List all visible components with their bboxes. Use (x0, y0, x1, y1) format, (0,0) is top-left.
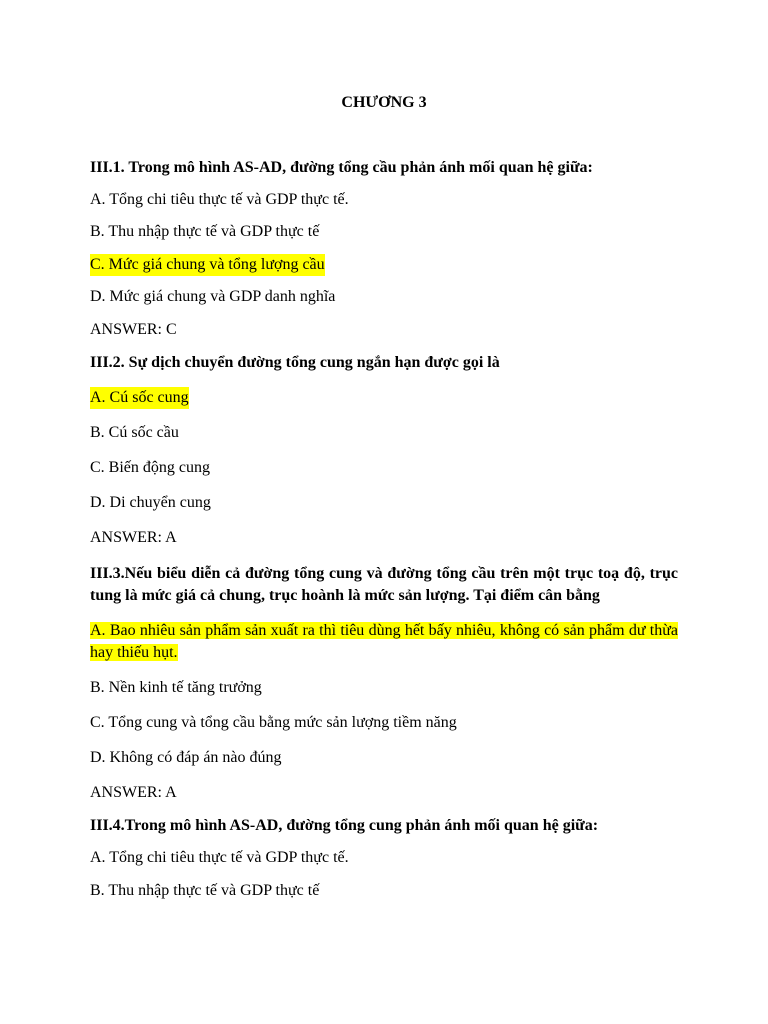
q1-option-c-highlighted: C. Mức giá chung và tổng lượng cầu (90, 254, 325, 276)
q1-option-b: B. Thu nhập thực tế và GDP thực tế (90, 223, 320, 240)
q3-option-a-highlighted (90, 620, 678, 664)
q3-option-c: C. Tổng cung và tổng cầu bằng mức sản lượng tiềm năng (90, 714, 457, 731)
q2-option-c: C. Biến động cung (90, 459, 210, 476)
question-3: III.3.Nếu biểu diễn cả đường tổng cung và đường tổng cầu trên một trục toạ độ, trục tung là mức giá cả chung, trục hoành là mức sản lượng. Tại điểm cân bằng (90, 565, 678, 604)
q1-option-d: D. Mức giá chung và GDP danh nghĩa (90, 288, 336, 305)
q3-option-b: B. Nền kinh tế tăng trưởng (90, 679, 262, 696)
question-2: III.2. Sự dịch chuyển đường tổng cung ngắn hạn được gọi là (90, 354, 500, 371)
q2-answer: ANSWER: A (90, 529, 177, 546)
q3-option-d: D. Không có đáp án nào đúng (90, 749, 282, 766)
q3-option-a-text: A. Bao nhiêu sản phẩm sản xuất ra thì tiêu dùng hết bấy nhiêu, không có sản phẩm dư thừa hay thiếu hụt. (90, 622, 678, 661)
q4-option-b: B. Thu nhập thực tế và GDP thực tế (90, 882, 320, 899)
question-1: III.1. Trong mô hình AS-AD, đường tổng cầu phản ánh mối quan hệ giữa: (90, 159, 593, 176)
question-4: III.4.Trong mô hình AS-AD, đường tổng cung phản ánh mối quan hệ giữa: (90, 817, 599, 834)
q2-option-a-highlighted: A. Cú sốc cung (90, 387, 189, 409)
q2-option-d: D. Di chuyển cung (90, 494, 211, 511)
q4-option-a: A. Tổng chi tiêu thực tế và GDP thực tế. (90, 849, 349, 866)
q1-answer: ANSWER: C (90, 321, 177, 338)
q1-option-a: A. Tổng chi tiêu thực tế và GDP thực tế. (90, 191, 349, 208)
q3-answer: ANSWER: A (90, 784, 177, 801)
q2-option-b: B. Cú sốc cầu (90, 424, 179, 441)
page-title: CHƯƠNG 3 (341, 94, 427, 111)
